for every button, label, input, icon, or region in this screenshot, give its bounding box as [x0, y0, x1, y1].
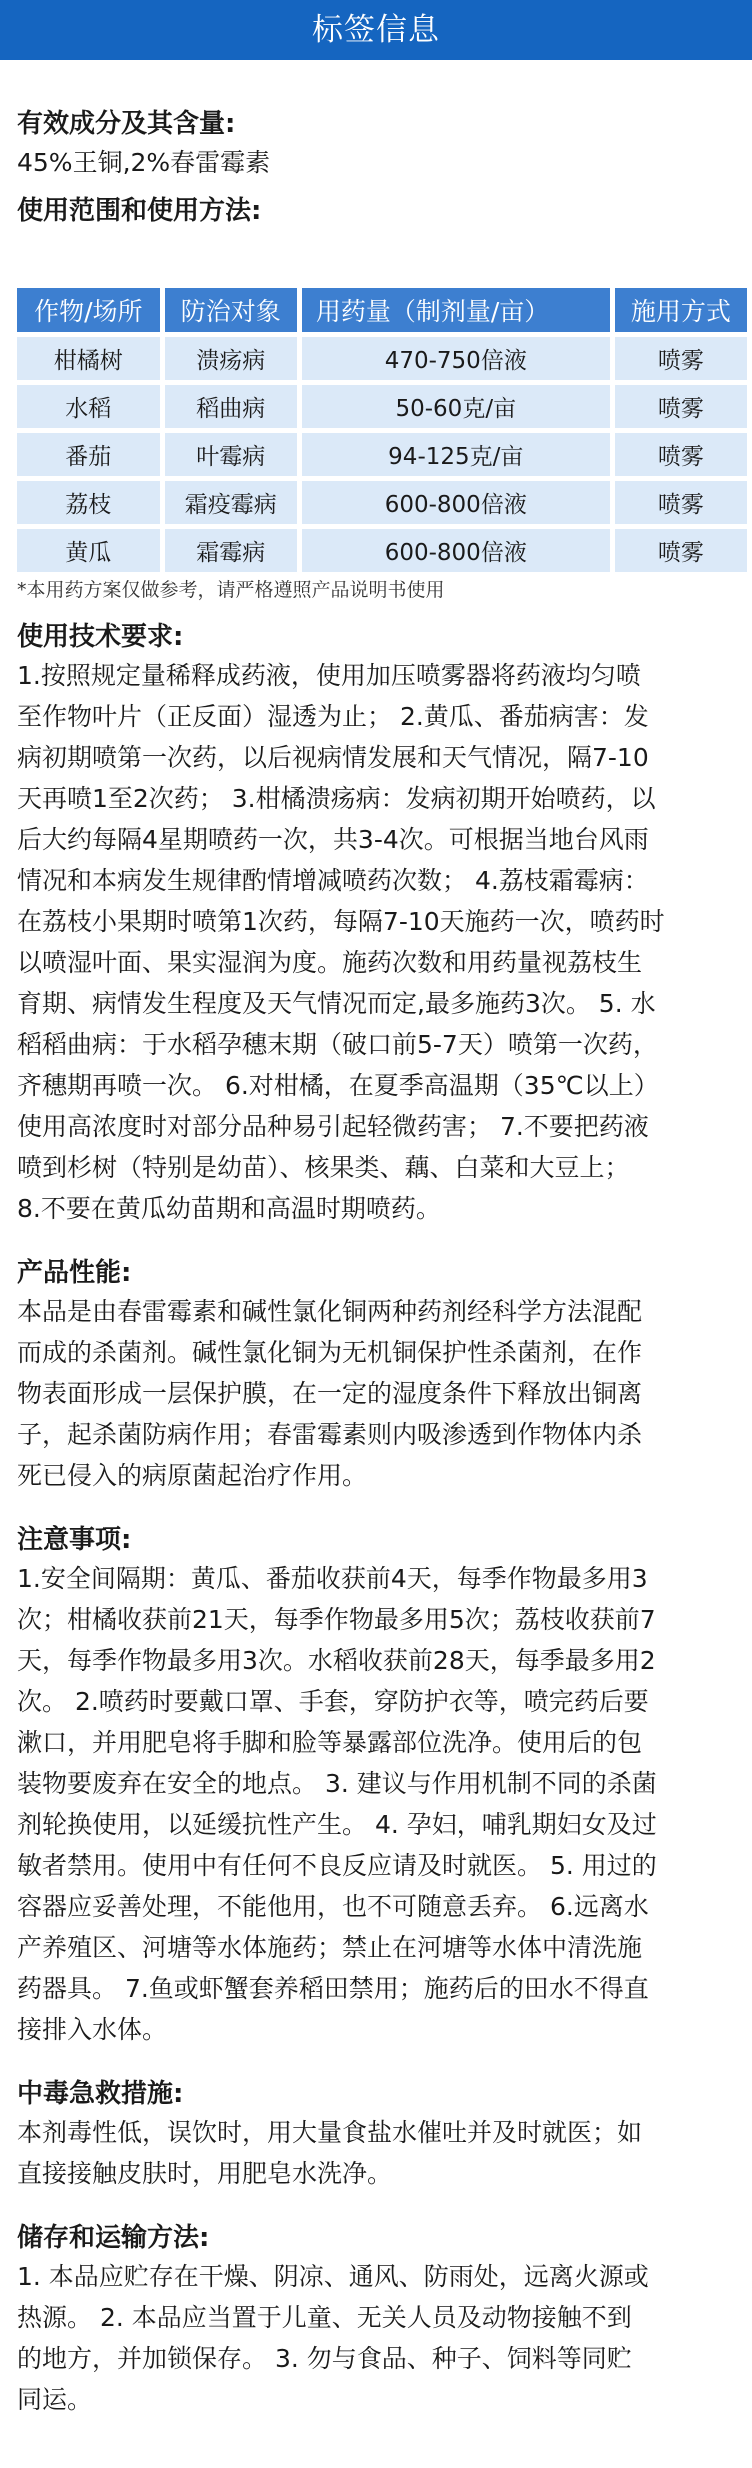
banner-title: 标签信息 [0, 0, 752, 60]
caution-line: 药器具。 7.鱼或虾蟹套养稻田禁用；施药后的田水不得直 [17, 1974, 649, 2003]
ingredient-heading: 有效成分及其含量: [17, 109, 236, 139]
caution-line: 产养殖区、河塘等水体施药；禁止在河塘等水体中清洗施 [17, 1933, 643, 1962]
firstaid-heading: 中毒急救措施: [17, 2079, 184, 2109]
usage-note: *本用药方案仅做参考，请严格遵照产品说明书使用 [17, 579, 445, 601]
table-header-row [17, 288, 747, 332]
technique-line: 育期、病情发生程度及天气情况而定,最多施药3次。 5. 水 [17, 989, 656, 1018]
table-header-dosage: 用药量（制剂量/亩） [302, 288, 610, 332]
technique-line: 病初期喷第一次药，以后视病情发展和天气情况，隔7-10 [17, 743, 649, 772]
table-row [17, 481, 747, 524]
storage-line: 1. 本品应贮存在干燥、阴凉、通风、防雨处，远离火源或 [17, 2262, 649, 2291]
caution-body [17, 1558, 734, 2050]
table-cell: 溃疡病 [165, 337, 297, 380]
table-row [17, 385, 747, 428]
technique-line: 以喷湿叶面、果实湿润为度。施药次数和用药量视荔枝生 [17, 948, 643, 977]
table-cell: 喷雾 [615, 337, 747, 380]
technique-line: 在荔枝小果期时喷第1次药，每隔7-10天施药一次，喷药时 [17, 907, 665, 936]
technique-line: 情况和本病发生规律酌情增减喷药次数； 4.荔枝霜霉病： [17, 866, 649, 895]
technique-line: 1.按照规定量稀释成药液，使用加压喷雾器将药液均匀喷 [17, 661, 641, 690]
performance-body [17, 1291, 734, 1496]
table-cell: 600-800倍液 [302, 481, 610, 524]
firstaid-line: 本剂毒性低，误饮时，用大量食盐水催吐并及时就医；如 [17, 2118, 643, 2147]
table-cell: 喷雾 [615, 385, 747, 428]
technique-line: 喷到杉树（特别是幼苗）、核果类、藕、白菜和大豆上； [17, 1153, 630, 1182]
performance-line: 物表面形成一层保护膜，在一定的湿度条件下释放出铜离 [17, 1379, 643, 1408]
performance-line: 而成的杀菌剂。碱性氯化铜为无机铜保护性杀菌剂，在作 [17, 1338, 643, 1367]
caution-line: 1.安全间隔期：黄瓜、番茄收获前4天，每季作物最多用3 [17, 1564, 648, 1593]
table-header-target: 防治对象 [165, 288, 297, 332]
technique-line: 使用高浓度时对部分品种易引起轻微药害； 7.不要把药液 [17, 1112, 649, 1141]
table-cell: 50-60克/亩 [302, 385, 610, 428]
performance-line: 本品是由春雷霉素和碱性氯化铜两种药剂经科学方法混配 [17, 1297, 643, 1326]
table-row [17, 529, 747, 572]
table-row [17, 337, 747, 380]
storage-line: 同运。 [17, 2385, 93, 2414]
table-cell: 94-125克/亩 [302, 433, 610, 476]
table-cell: 番茄 [17, 433, 160, 476]
technique-line: 8.不要在黄瓜幼苗期和高温时期喷药。 [17, 1194, 441, 1223]
table-cell: 荔枝 [17, 481, 160, 524]
technique-line: 稻稻曲病：于水稻孕穗末期（破口前5-7天）喷第一次药， [17, 1030, 658, 1059]
ingredient-value: 45%王铜,2%春雷霉素 [17, 148, 271, 177]
table-cell: 喷雾 [615, 529, 747, 572]
technique-line: 齐穗期再喷一次。 6.对柑橘，在夏季高温期（35℃以上） [17, 1071, 659, 1100]
firstaid-line: 直接接触皮肤时，用肥皂水洗净。 [17, 2159, 393, 2188]
caution-line: 容器应妥善处理，不能他用，也不可随意丢弃。 6.远离水 [17, 1892, 649, 1921]
technique-line: 至作物叶片（正反面）湿透为止； 2.黄瓜、番茄病害：发 [17, 702, 649, 731]
table-cell: 470-750倍液 [302, 337, 610, 380]
storage-line: 的地方，并加锁保存。 3. 勿与食品、种子、饲料等同贮 [17, 2344, 632, 2373]
table-cell: 霜霉病 [165, 529, 297, 572]
table-cell: 水稻 [17, 385, 160, 428]
technique-line: 天再喷1至2次药； 3.柑橘溃疡病：发病初期开始喷药，以 [17, 784, 656, 813]
table-header-crop: 作物/场所 [17, 288, 160, 332]
table-cell: 600-800倍液 [302, 529, 610, 572]
caution-line: 天，每季作物最多用3次。水稻收获前28天，每季最多用2 [17, 1646, 656, 1675]
performance-line: 子，起杀菌防病作用；春雷霉素则内吸渗透到作物体内杀 [17, 1420, 643, 1449]
caution-line: 漱口，并用肥皂将手脚和脸等暴露部位洗净。使用后的包 [17, 1728, 643, 1757]
table-cell: 叶霉病 [165, 433, 297, 476]
usage-heading: 使用范围和使用方法: [17, 196, 262, 226]
content [0, 60, 752, 2420]
table-cell: 喷雾 [615, 481, 747, 524]
table-cell: 柑橘树 [17, 337, 160, 380]
caution-line: 次。 2.喷药时要戴口罩、手套，穿防护衣等，喷完药后要 [17, 1687, 649, 1716]
table-cell: 黄瓜 [17, 529, 160, 572]
caution-heading: 注意事项: [17, 1525, 132, 1555]
caution-line: 次；柑橘收获前21天，每季作物最多用5次；荔枝收获前7 [17, 1605, 656, 1634]
technique-line: 后大约每隔4星期喷药一次，共3-4次。可根据当地台风雨 [17, 825, 649, 854]
dosage-table [12, 283, 752, 577]
storage-body [17, 2256, 734, 2420]
table-cell: 霜疫霉病 [165, 481, 297, 524]
performance-heading: 产品性能: [17, 1258, 132, 1288]
performance-line: 死已侵入的病原菌起治疗作用。 [17, 1461, 368, 1490]
storage-line: 热源。 2. 本品应当置于儿童、无关人员及动物接触不到 [17, 2303, 632, 2332]
table-row [17, 433, 747, 476]
caution-line: 装物要废弃在安全的地点。 3. 建议与作用机制不同的杀菌 [17, 1769, 657, 1798]
table-cell: 喷雾 [615, 433, 747, 476]
storage-heading: 储存和运输方法: [17, 2223, 210, 2253]
table-header-method: 施用方式 [615, 288, 747, 332]
table-cell: 稻曲病 [165, 385, 297, 428]
technique-body [17, 655, 734, 1229]
caution-line: 敏者禁用。使用中有任何不良反应请及时就医。 5. 用过的 [17, 1851, 657, 1880]
caution-line: 剂轮换使用，以延缓抗性产生。 4. 孕妇，哺乳期妇女及过 [17, 1810, 657, 1839]
caution-line: 接排入水体。 [17, 2015, 168, 2044]
firstaid-body [17, 2112, 734, 2194]
technique-heading: 使用技术要求: [17, 622, 184, 652]
